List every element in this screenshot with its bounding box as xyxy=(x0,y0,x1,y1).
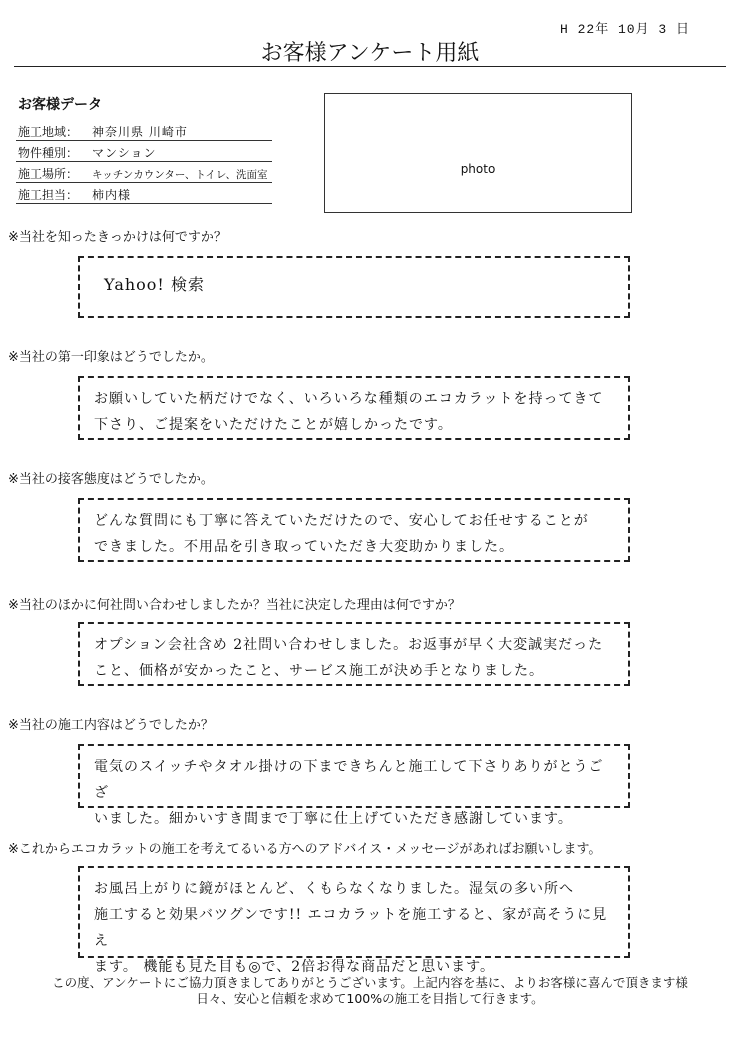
info-label: 施工担当： xyxy=(16,183,84,204)
answer-line: 下さり、ご提案をいただけたことが嬉しかったです。 xyxy=(94,417,453,433)
info-row-location xyxy=(16,162,272,183)
question-other-companies: ※当社のほかに何社問い合わせしましたか？当社に決定した理由は何ですか？ xyxy=(8,598,461,613)
customer-info-table xyxy=(16,120,272,204)
answer-work-quality xyxy=(78,744,630,827)
question-work-quality: ※当社の施工内容はどうでしたか？ xyxy=(8,718,214,733)
answer-line: ます。 機能も見た目も◎で、2倍お得な商品だと思います。 xyxy=(94,959,496,975)
footer-message xyxy=(0,975,740,1007)
photo-label: photo xyxy=(460,162,496,176)
answer-line: 電気のスイッチやタオル掛けの下まできちんと施工して下さりありがとうござ xyxy=(94,759,604,801)
photo-placeholder xyxy=(324,93,632,213)
answer-line: できました。不用品を引き取っていただき大変助かりました。 xyxy=(94,539,514,555)
answer-line: 施工すると効果バツグンです!! エコカラットを施工すると、家が高そうに見え xyxy=(94,907,608,949)
answer-how-found xyxy=(78,256,630,318)
answer-line: Yahoo! 検索 xyxy=(104,275,205,294)
answer-line: いました。細かいすき間まで丁寧に仕上げていただき感謝しています。 xyxy=(94,811,573,827)
survey-date: H 22年 10月 3 日 xyxy=(560,22,691,37)
question-how-found: ※当社を知ったきっかけは何ですか？ xyxy=(8,230,227,245)
title-divider xyxy=(14,66,726,67)
info-label: 施工場所： xyxy=(16,162,84,183)
info-row-area xyxy=(16,120,272,141)
answer-line: お風呂上がりに鏡がほとんど、くもらなくなりました。湿気の多い所へ xyxy=(94,881,574,897)
info-label: 物件種別： xyxy=(16,141,84,162)
answer-line: こと、価格が安かったこと、サービス施工が決め手となりました。 xyxy=(94,663,544,679)
footer-line: この度、アンケートにご協力頂きましてありがとうございます。上記内容を基に、よりお客様に喜んで頂きます様 xyxy=(52,975,688,990)
info-label: 施工地域： xyxy=(16,120,84,141)
answer-line: お願いしていた柄だけでなく、いろいろな種類のエコカラットを持ってきて xyxy=(94,391,604,407)
question-customer-service: ※当社の接客態度はどうでしたか。 xyxy=(8,472,214,487)
answer-customer-service xyxy=(78,498,630,562)
info-value: キッチンカウンター、トイレ、洗面室 xyxy=(84,162,272,183)
info-value: 柿内様 xyxy=(84,183,272,204)
question-advice-message: ※これからエコカラットの施工を考えてるいる方へのアドバイス・メッセージがあればお願いします。 xyxy=(8,842,602,857)
customer-data-heading: お客様データ xyxy=(18,97,102,113)
answer-other-companies xyxy=(78,622,630,686)
info-row-property-type xyxy=(16,141,272,162)
info-row-staff xyxy=(16,183,272,204)
info-value: 神奈川県 川崎市 xyxy=(84,120,272,141)
info-value: マンション xyxy=(84,141,272,162)
answer-line: どんな質問にも丁寧に答えていただけたので、安心してお任せすることが xyxy=(94,513,589,529)
answer-first-impression xyxy=(78,376,630,440)
page-title: お客様アンケート用紙 xyxy=(260,41,480,66)
footer-line: 日々、安心と信頼を求めて100%の施工を目指して行きます。 xyxy=(196,991,544,1006)
question-first-impression: ※当社の第一印象はどうでしたか。 xyxy=(8,350,214,365)
answer-advice-message xyxy=(78,866,630,975)
answer-line: オプション会社含め 2社問い合わせしました。お返事が早く大変誠実だった xyxy=(94,637,604,653)
